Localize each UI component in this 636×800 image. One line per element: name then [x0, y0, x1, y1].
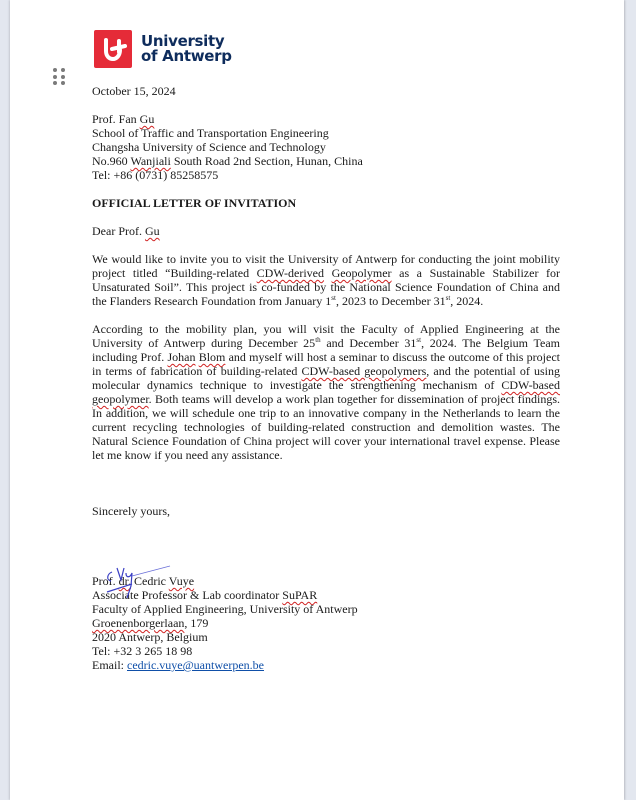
- letter-title: OFFICIAL LETTER OF INVITATION: [92, 196, 297, 210]
- sender-faculty: Faculty of Applied Engineering, University of Antwerp: [92, 602, 358, 616]
- spellcheck-word[interactable]: SuPAR: [282, 588, 318, 602]
- sender-tel: Tel: +32 3 265 18 98: [92, 644, 193, 658]
- uantwerp-logo-mark-icon: [94, 30, 132, 68]
- spellcheck-word[interactable]: Wanjiali: [130, 154, 171, 168]
- sender-city: 2020 Antwerp, Belgium: [92, 630, 208, 644]
- salutation: Dear Prof. Gu: [92, 224, 160, 238]
- recipient-school: School of Traffic and Transportation Engineering: [92, 126, 329, 140]
- sender-email: Email: cedric.vuye@uantwerpen.be: [92, 658, 264, 672]
- recipient-tel: Tel: +86 (0731) 85258575: [92, 168, 219, 182]
- spellcheck-word[interactable]: Gu: [139, 112, 155, 126]
- spellcheck-word[interactable]: Vuye: [168, 574, 195, 588]
- letter-date: October 15, 2024: [92, 84, 176, 98]
- recipient-name: Prof. Fan Gu: [92, 112, 155, 126]
- spellcheck-word[interactable]: Blom: [198, 350, 226, 364]
- university-logo: [94, 30, 232, 68]
- closing: Sincerely yours,: [92, 504, 170, 518]
- signature-image: [102, 560, 182, 605]
- paragraph-2: According to the mobility plan, you will visit the Faculty of Applied Engineering at the University of Antwerp during December 25th and December 31st, 2024. The Belgium Team including Prof. Johan Blom and myself will host a seminar to discuss the outcome of this project in terms of fabrication of building-related CDW-based geopolymers, and the potential of using molecular dynamics technique to investigate the strengthening mechanism of CDW-based geopolymer. Both teams will develop a work plan together for dissemination of project findings. In addition, we will schedule one trip to an innovative company in the Netherlands to learn the current recycling technologies of building-related construction and demolition wastes. The Natural Science Foundation of China project will cover your international travel expense. Please let me know if you need any assistance.: [92, 322, 561, 462]
- sender-name: Prof. dr. Cedric Vuye: [92, 574, 195, 588]
- recipient-university: Changsha University of Science and Technology: [92, 140, 326, 154]
- spellcheck-word[interactable]: Johan: [167, 350, 196, 364]
- recipient-address: [92, 112, 560, 182]
- spellcheck-word[interactable]: dr.: [118, 574, 132, 588]
- spellcheck-word[interactable]: CDW-based geopolymers: [301, 364, 427, 378]
- recipient-street: No.960 Wanjiali South Road 2nd Section, Hunan, China: [92, 154, 363, 168]
- spellcheck-word[interactable]: Gu: [144, 224, 160, 238]
- paragraph-1: We would like to invite you to visit the University of Antwerp for conducting the joint mobility project titled “Building-related CDW-derived Geopolymer as a Sustainable Stabilizer for Unsaturated Soil”. This project is co-funded by the National Science Foundation of China and the Flanders Research Foundation from January 1st, 2023 to December 31st, 2024.: [92, 252, 561, 308]
- spellcheck-word[interactable]: Groenenborgerlaan: [92, 616, 185, 630]
- drag-handle-icon[interactable]: [53, 68, 65, 86]
- email-link[interactable]: cedric.vuye@uantwerpen.be: [127, 658, 264, 672]
- logo-wordmark: [141, 34, 232, 64]
- document-page: [10, 0, 624, 800]
- logo-text-line2: of Antwerp: [141, 47, 232, 65]
- spellcheck-word[interactable]: Geopolymer: [331, 266, 392, 280]
- logo-text-line1: University: [141, 32, 225, 50]
- spellcheck-word[interactable]: CDW-based geopolymer: [92, 378, 560, 406]
- sender-street: Groenenborgerlaan, 179: [92, 616, 209, 630]
- spellcheck-word[interactable]: CDW-derived: [256, 266, 324, 280]
- sender-role: Associate Professor & Lab coordinator SuPAR: [92, 588, 318, 602]
